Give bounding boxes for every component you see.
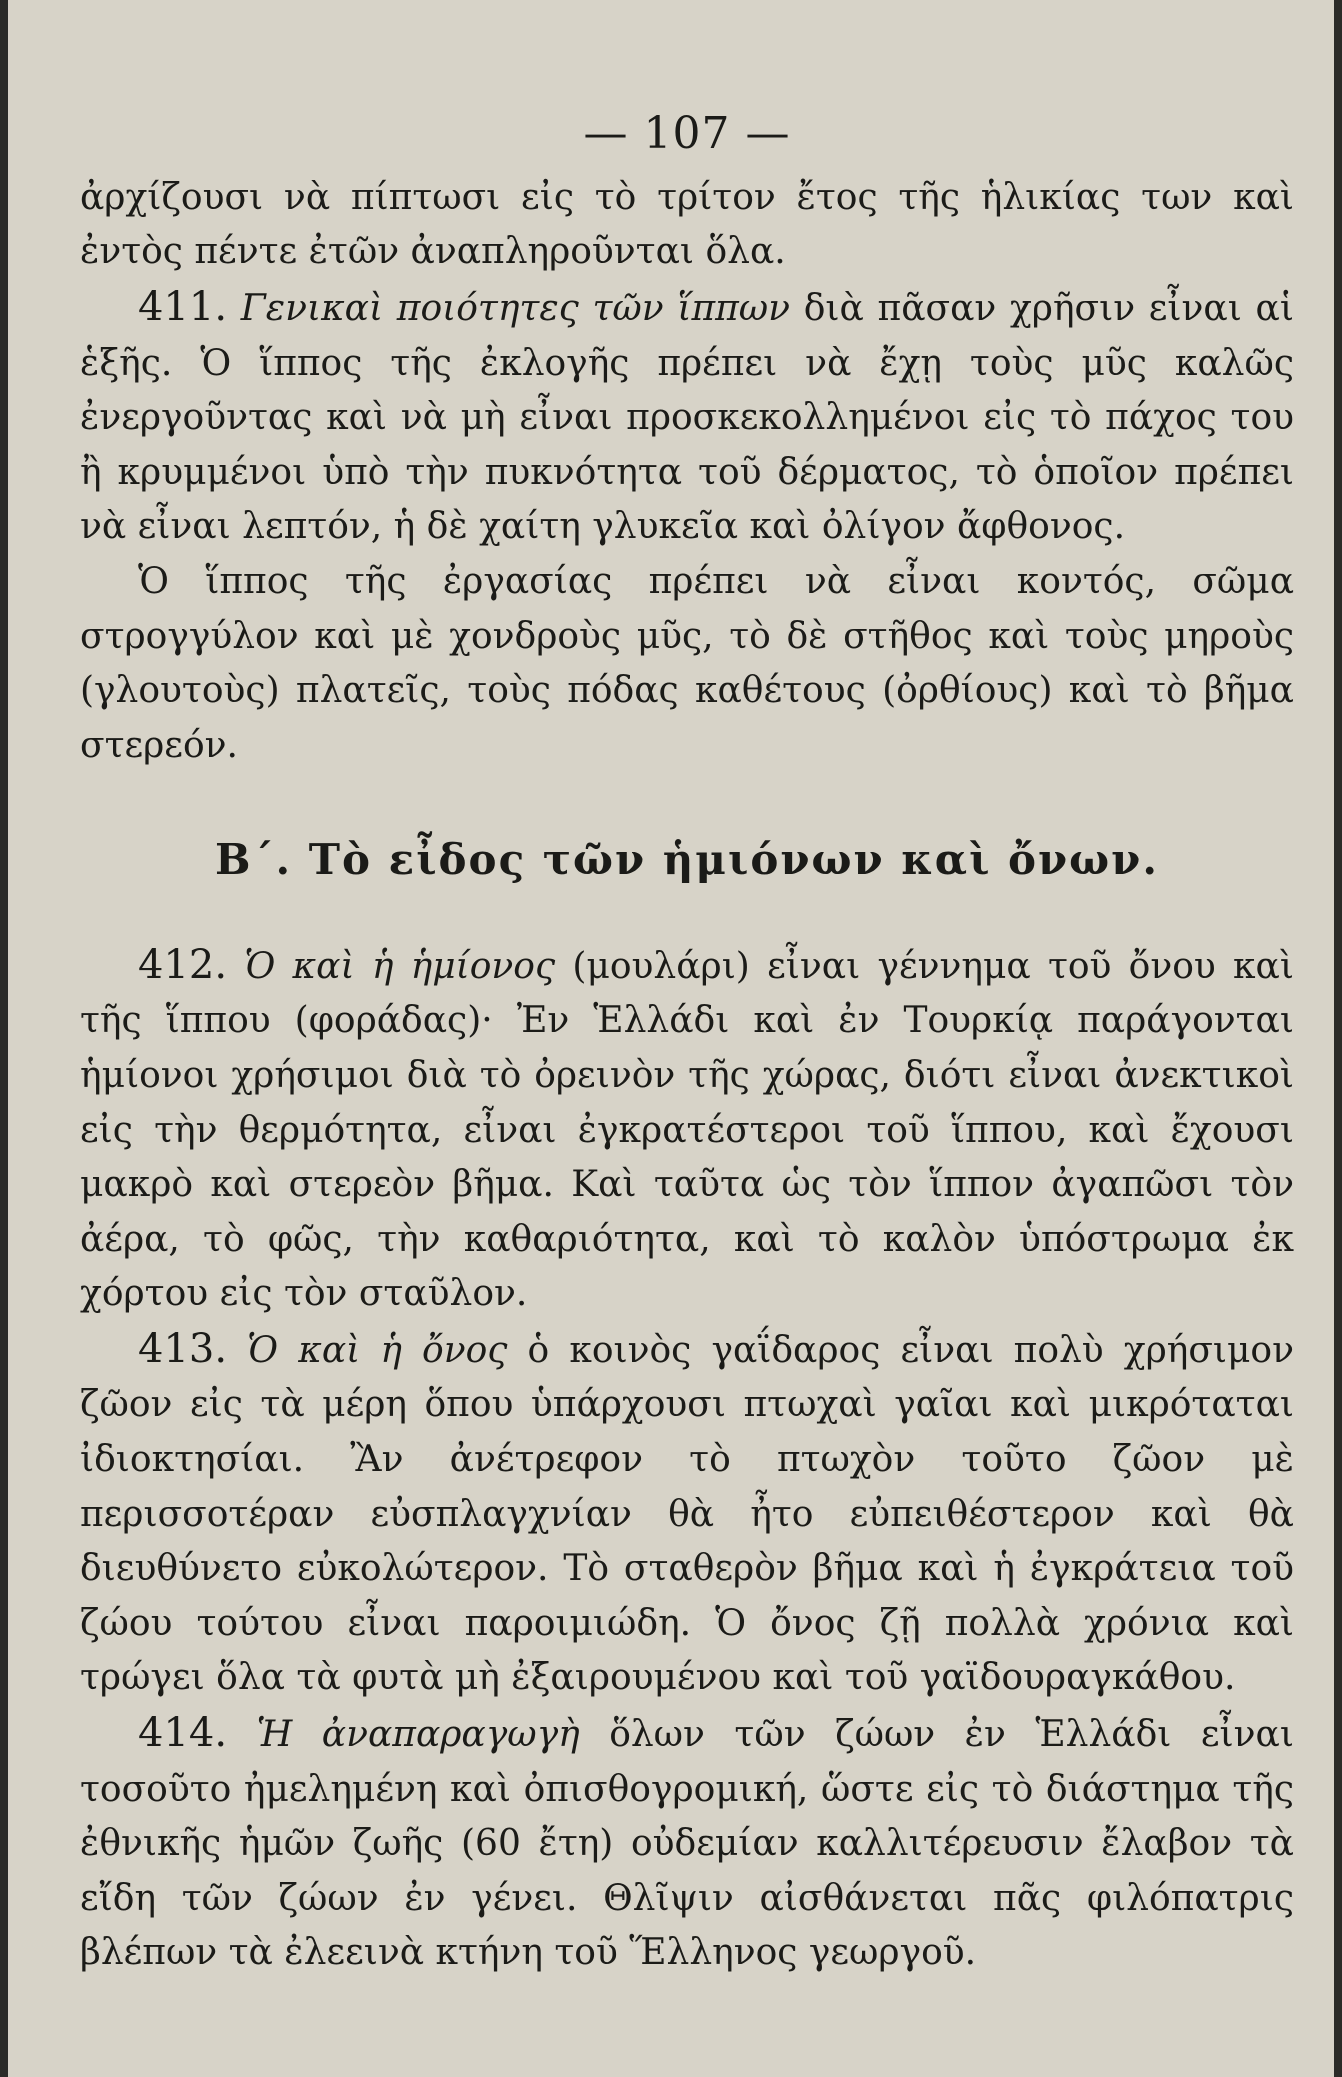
- book-page: [8, 0, 1334, 2077]
- paragraph-text: (μουλάρι) εἶναι γέννημα τοῦ ὄνου καὶ τῆς ἵππου (φοράδας)· Ἐν Ἑλλάδι καὶ ἐν Τουρκίᾳ παράγονται ἡμίονοι χρήσιμοι διὰ τὸ ὀρεινὸν τῆς χώρας, διότι εἶναι ἀνεκτικοὶ εἰς τὴν θερμότητα, εἶναι ἐγκρατέστεροι τοῦ ἵππου, καὶ ἔχουσι μακρὸ καὶ στερεὸν βῆμα. Καὶ ταῦτα ὡς τὸν ἵππον ἀγαπῶσι τὸν ἀέρα, τὸ φῶς, τὴν καθαριότητα, καὶ τὸ καλὸν ὑπόστρωμα ἐκ χόρτου εἰς τὸν σταῦλον.: [80, 945, 1294, 1315]
- paragraph-title: Ὁ καὶ ἡ ὄνος: [247, 1329, 508, 1371]
- paragraph-412: [80, 938, 1294, 1322]
- paragraph-number: 411.: [138, 283, 228, 330]
- paragraph-text: ἀρχίζουσι νὰ πίπτωσι εἰς τὸ τρίτον ἔτος τῆς ἡλικίας των καὶ ἐντὸς πέντε ἐτῶν ἀναπληροῦνται ὅλα.: [80, 176, 1294, 273]
- paragraph-411: [80, 280, 1294, 555]
- paragraph-text: διὰ πᾶσαν χρῆσιν εἶναι αἱ ἑξῆς. Ὁ ἵππος τῆς ἐκλογῆς πρέπει νὰ ἔχῃ τοὺς μῦς καλῶς ἐνεργοῦντας καὶ νὰ μὴ εἶναι προσκεκολλημένοι εἰς τὸ πάχος του ἢ κρυμμένοι ὑπὸ τὴν πυκνότητα τοῦ δέρματος, τὸ ὁποῖον πρέπει νὰ εἶναι λεπτόν, ἡ δὲ χαίτη γλυκεῖα καὶ ὀλίγον ἄφθονος.: [80, 287, 1294, 548]
- page-number: — 107 —: [583, 108, 791, 159]
- paragraph-text: Ὁ ἵππος τῆς ἐργασίας πρέπει νὰ εἶναι κοντός, σῶμα στρογγύλον καὶ μὲ χονδροὺς μῦς, τὸ δὲ στῆθος καὶ τοὺς μηροὺς (γλουτοὺς) πλατεῖς, τοὺς πόδας καθέτους (ὀρθίους) καὶ τὸ βῆμα στερεόν.: [80, 560, 1294, 766]
- paragraph-text: ὅλων τῶν ζώων ἐν Ἑλλάδι εἶναι τοσοῦτο ἠμελημένη καὶ ὀπισθογρομική, ὥστε εἰς τὸ διάστημα τῆς ἐθνικῆς ἡμῶν ζωῆς (60 ἔτη) οὐδεμίαν καλλιτέρευσιν ἔλαβον τὰ εἴδη τῶν ζώων ἐν γένει. Θλῖψιν αἰσθάνεται πᾶς φιλόπατρις βλέπων τὰ ἐλεεινὰ κτήνη τοῦ Ἕλληνος γεωργοῦ.: [80, 1714, 1294, 1974]
- paragraph-number: 414.: [138, 1710, 228, 1757]
- paragraph-text: ὁ κοινὸς γαΐδαρος εἶναι πολὺ χρήσιμον ζῶον εἰς τὰ μέρη ὅπου ὑπάρχουσι πτωχαὶ γαῖαι καὶ μικρόταται ἰδιοκτησίαι. Ἂν ἀνέτρεφον τὸ πτωχὸν τοῦτο ζῶον μὲ περισσοτέραν εὐσπλαγχνίαν θὰ ἦτο εὐπειθέστερον καὶ θὰ διευθύνετο εὐκολώτερον. Τὸ σταθερὸν βῆμα καὶ ἡ ἐγκράτεια τοῦ ζώου τούτου εἶναι παροιμιώδη. Ὁ ὄνος ζῇ πολλὰ χρόνια καὶ τρώγει ὅλα τὰ φυτὰ μὴ ἐξαιρουμένου καὶ τοῦ γαϊδουραγκάθου.: [80, 1329, 1294, 1699]
- paragraph-number: 412.: [138, 941, 228, 988]
- paragraph-title: Ἡ ἀναπαραγωγὴ: [256, 1714, 580, 1756]
- paragraph-title: Γενικαὶ ποιότητες τῶν ἵππων: [240, 287, 791, 329]
- paragraph-continuation: [80, 171, 1294, 280]
- paragraph-title: Ὁ καὶ ἡ ἡμίονος: [244, 945, 556, 987]
- paragraph-number: 413.: [138, 1325, 228, 1372]
- paragraph-work-horse: [80, 555, 1294, 773]
- paragraph-414: [80, 1706, 1294, 1981]
- paragraph-413: [80, 1322, 1294, 1706]
- section-heading: Β΄. Τὸ εἶδος τῶν ἡμιόνων καὶ ὄνων.: [215, 835, 1159, 885]
